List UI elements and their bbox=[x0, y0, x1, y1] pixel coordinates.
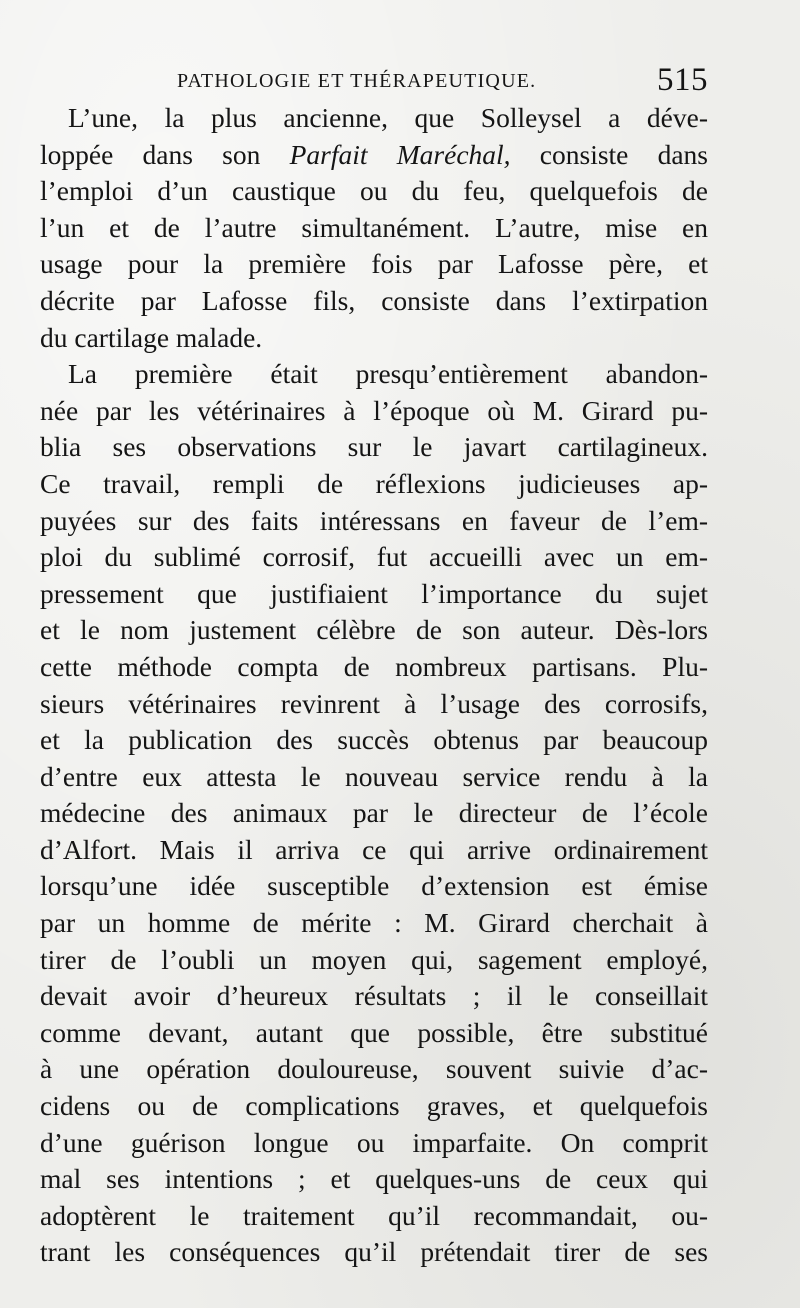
text-line: tirer de l’oubli un moyen qui, sagement employé, bbox=[40, 943, 708, 975]
text-line: d’Alfort. Mais il arriva ce qui arrive ordinairement bbox=[40, 833, 708, 865]
text-line: lorsqu’une idée susceptible d’extension est émise bbox=[40, 870, 708, 902]
running-title: PATHOLOGIE ET THÉRAPEUTIQUE. bbox=[177, 70, 537, 92]
text-line: l’un et de l’autre simultanément. L’autre, mise en bbox=[40, 211, 708, 243]
text-line: puyées sur des faits intéressans en faveur de l’em- bbox=[40, 504, 708, 536]
text-line: trant les conséquences qu’il prétendait tirer de ses bbox=[40, 1236, 708, 1268]
text-line bbox=[40, 137, 708, 174]
text-line: adoptèrent le traitement qu’il recommandait, ou- bbox=[40, 1199, 708, 1231]
text-line: à une opération douloureuse, souvent suivie d’ac- bbox=[40, 1053, 708, 1085]
text-line: La première était presqu’entièrement abandon- bbox=[68, 358, 708, 390]
book-title-italic: Parfait Maréchal, bbox=[289, 138, 511, 170]
text-line: devait avoir d’heureux résultats ; il le conseillait bbox=[40, 980, 708, 1012]
text-line: comme devant, autant que possible, être substitué bbox=[40, 1016, 708, 1048]
text-span: consiste dans bbox=[539, 138, 708, 170]
text-line: et le nom justement célèbre de son auteur. Dès-lors bbox=[40, 614, 708, 646]
text-line: cette méthode compta de nombreux partisans. Plu- bbox=[40, 650, 708, 682]
text-line: mal ses intentions ; et quelques-uns de ceux qui bbox=[40, 1163, 708, 1195]
text-line: ploi du sublimé corrosif, fut accueilli avec un em- bbox=[40, 541, 708, 573]
text-line: l’emploi d’un caustique ou du feu, quelquefois de bbox=[40, 175, 708, 207]
text-line: pressement que justifiaient l’importance du sujet bbox=[40, 577, 708, 609]
text-line: cidens ou de complications graves, et quelquefois bbox=[40, 1090, 708, 1122]
text-line: d’entre eux attesta le nouveau service rendu à la bbox=[40, 760, 708, 792]
text-line: sieurs vétérinaires revinrent à l’usage des corrosifs, bbox=[40, 687, 708, 719]
page-number: 515 bbox=[657, 62, 708, 98]
text-line: Ce travail, rempli de réflexions judicieuses ap- bbox=[40, 467, 708, 499]
text-line: du cartilage malade. bbox=[40, 321, 263, 353]
text-line: L’une, la plus ancienne, que Solleysel a déve- bbox=[68, 102, 708, 133]
text-line: usage pour la première fois par Lafosse père, et bbox=[40, 248, 708, 280]
text-line: d’une guérison longue ou imparfaite. On comprit bbox=[40, 1126, 708, 1158]
text-line: et la publication des succès obtenus par beaucoup bbox=[40, 724, 708, 756]
running-head bbox=[40, 62, 710, 102]
body-text bbox=[40, 100, 708, 1271]
text-line: née par les vétérinaires à l’époque où M. Girard pu- bbox=[40, 394, 708, 426]
text-line: médecine des animaux par le directeur de l’école bbox=[40, 797, 708, 829]
text-line: blia ses observations sur le javart cartilagineux. bbox=[40, 431, 708, 463]
text-line: par un homme de mérite : M. Girard cherchait à bbox=[40, 907, 708, 939]
text-line: décrite par Lafosse fils, consiste dans l’extirpation bbox=[40, 284, 708, 316]
text-span: loppée dans son bbox=[40, 138, 261, 170]
